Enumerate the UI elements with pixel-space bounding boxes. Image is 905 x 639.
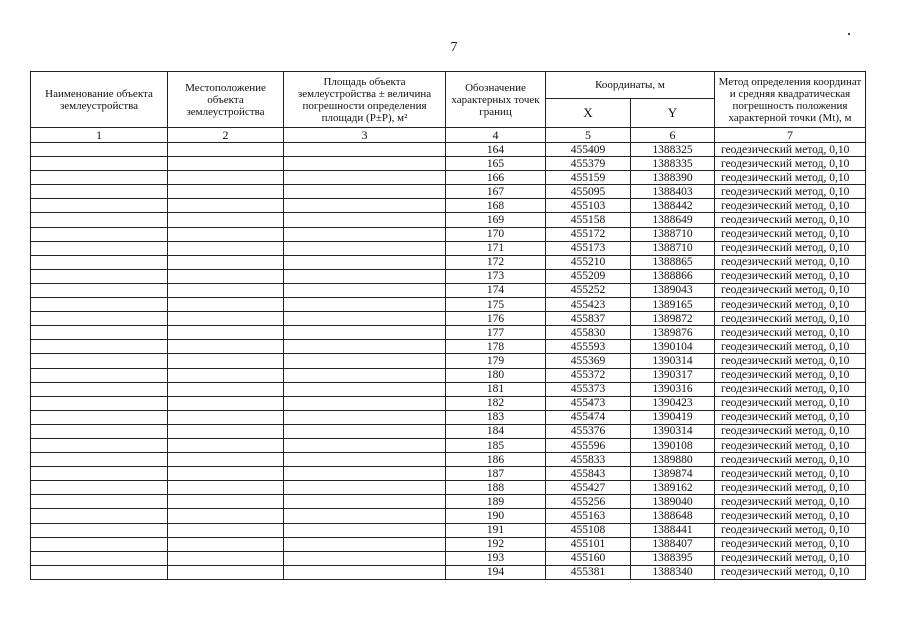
method-cell: геодезический метод, 0,10: [715, 565, 866, 579]
y-cell: 1388407: [631, 537, 715, 551]
location-cell: [168, 227, 284, 241]
x-cell: 455252: [546, 283, 631, 297]
table-row: [31, 171, 866, 185]
table-row: [31, 453, 866, 467]
method-cell: геодезический метод, 0,10: [715, 199, 866, 213]
point-cell: 190: [446, 509, 546, 523]
x-cell: 455108: [546, 523, 631, 537]
name-cell: [31, 298, 168, 312]
table-row: [31, 255, 866, 269]
table-row: [31, 326, 866, 340]
method-cell: геодезический метод, 0,10: [715, 410, 866, 424]
location-cell: [168, 565, 284, 579]
table-body: [31, 143, 866, 580]
y-cell: 1388648: [631, 509, 715, 523]
area-cell: [284, 312, 446, 326]
table-row: [31, 157, 866, 171]
header-x: X: [546, 99, 631, 128]
location-cell: [168, 354, 284, 368]
table-row: [31, 269, 866, 283]
area-cell: [284, 143, 446, 157]
location-cell: [168, 410, 284, 424]
name-cell: [31, 509, 168, 523]
table-row: [31, 410, 866, 424]
y-cell: 1388866: [631, 269, 715, 283]
area-cell: [284, 241, 446, 255]
method-cell: геодезический метод, 0,10: [715, 227, 866, 241]
point-cell: 186: [446, 453, 546, 467]
area-cell: [284, 354, 446, 368]
location-cell: [168, 241, 284, 255]
method-cell: геодезический метод, 0,10: [715, 453, 866, 467]
area-cell: [284, 438, 446, 452]
area-cell: [284, 185, 446, 199]
location-cell: [168, 438, 284, 452]
table-row: [31, 227, 866, 241]
y-cell: 1388442: [631, 199, 715, 213]
y-cell: 1389165: [631, 298, 715, 312]
header-name: Наименование объекта землеустройства: [31, 72, 168, 128]
point-cell: 188: [446, 481, 546, 495]
x-cell: 455173: [546, 241, 631, 255]
name-cell: [31, 565, 168, 579]
name-cell: [31, 424, 168, 438]
x-cell: 455210: [546, 255, 631, 269]
location-cell: [168, 157, 284, 171]
column-number: 4: [446, 128, 546, 143]
method-cell: геодезический метод, 0,10: [715, 382, 866, 396]
method-cell: геодезический метод, 0,10: [715, 551, 866, 565]
method-cell: геодезический метод, 0,10: [715, 143, 866, 157]
x-cell: 455427: [546, 481, 631, 495]
column-number: 2: [168, 128, 284, 143]
method-cell: геодезический метод, 0,10: [715, 467, 866, 481]
y-cell: 1388710: [631, 227, 715, 241]
x-cell: 455209: [546, 269, 631, 283]
column-number: 6: [631, 128, 715, 143]
column-number-row: [31, 128, 866, 143]
y-cell: 1390419: [631, 410, 715, 424]
y-cell: 1388390: [631, 171, 715, 185]
location-cell: [168, 537, 284, 551]
name-cell: [31, 283, 168, 297]
method-cell: геодезический метод, 0,10: [715, 396, 866, 410]
header-area: Площадь объекта землеустройства ± величина погрешности определения площади (Р±P), м²: [284, 72, 446, 128]
table-row: [31, 354, 866, 368]
point-cell: 166: [446, 171, 546, 185]
x-cell: 455379: [546, 157, 631, 171]
name-cell: [31, 481, 168, 495]
column-number: 1: [31, 128, 168, 143]
location-cell: [168, 283, 284, 297]
x-cell: 455833: [546, 453, 631, 467]
method-cell: геодезический метод, 0,10: [715, 537, 866, 551]
y-cell: 1389162: [631, 481, 715, 495]
method-cell: геодезический метод, 0,10: [715, 171, 866, 185]
header-method: Метод определения координат и средняя квадратическая погрешность положения характерной точки (Mt), м: [715, 72, 866, 128]
location-cell: [168, 424, 284, 438]
method-cell: геодезический метод, 0,10: [715, 298, 866, 312]
method-cell: геодезический метод, 0,10: [715, 312, 866, 326]
y-cell: 1389874: [631, 467, 715, 481]
column-number: 7: [715, 128, 866, 143]
location-cell: [168, 298, 284, 312]
method-cell: геодезический метод, 0,10: [715, 157, 866, 171]
x-cell: 455474: [546, 410, 631, 424]
area-cell: [284, 537, 446, 551]
name-cell: [31, 368, 168, 382]
y-cell: 1388395: [631, 551, 715, 565]
table-row: [31, 396, 866, 410]
point-cell: 174: [446, 283, 546, 297]
area-cell: [284, 453, 446, 467]
table-row: [31, 185, 866, 199]
x-cell: 455373: [546, 382, 631, 396]
name-cell: [31, 213, 168, 227]
area-cell: [284, 551, 446, 565]
name-cell: [31, 143, 168, 157]
point-cell: 194: [446, 565, 546, 579]
y-cell: 1389043: [631, 283, 715, 297]
location-cell: [168, 269, 284, 283]
coordinates-table: [30, 71, 866, 580]
name-cell: [31, 157, 168, 171]
x-cell: 455381: [546, 565, 631, 579]
name-cell: [31, 467, 168, 481]
point-cell: 173: [446, 269, 546, 283]
header-y: Y: [631, 99, 715, 128]
name-cell: [31, 241, 168, 255]
x-cell: 455843: [546, 467, 631, 481]
point-cell: 164: [446, 143, 546, 157]
method-cell: геодезический метод, 0,10: [715, 213, 866, 227]
point-cell: 175: [446, 298, 546, 312]
location-cell: [168, 509, 284, 523]
method-cell: геодезический метод, 0,10: [715, 368, 866, 382]
point-cell: 185: [446, 438, 546, 452]
name-cell: [31, 269, 168, 283]
name-cell: [31, 523, 168, 537]
location-cell: [168, 368, 284, 382]
y-cell: 1388865: [631, 255, 715, 269]
point-cell: 181: [446, 382, 546, 396]
y-cell: 1388335: [631, 157, 715, 171]
table-row: [31, 241, 866, 255]
table-row: [31, 509, 866, 523]
point-cell: 193: [446, 551, 546, 565]
area-cell: [284, 509, 446, 523]
point-cell: 172: [446, 255, 546, 269]
name-cell: [31, 495, 168, 509]
point-cell: 176: [446, 312, 546, 326]
y-cell: 1389876: [631, 326, 715, 340]
x-cell: 455159: [546, 171, 631, 185]
table-row: [31, 537, 866, 551]
point-cell: 168: [446, 199, 546, 213]
y-cell: 1390314: [631, 354, 715, 368]
location-cell: [168, 199, 284, 213]
x-cell: 455163: [546, 509, 631, 523]
point-cell: 179: [446, 354, 546, 368]
location-cell: [168, 185, 284, 199]
area-cell: [284, 283, 446, 297]
point-cell: 187: [446, 467, 546, 481]
x-cell: 455830: [546, 326, 631, 340]
y-cell: 1389040: [631, 495, 715, 509]
area-cell: [284, 565, 446, 579]
point-cell: 183: [446, 410, 546, 424]
y-cell: 1390314: [631, 424, 715, 438]
x-cell: 455596: [546, 438, 631, 452]
name-cell: [31, 354, 168, 368]
location-cell: [168, 213, 284, 227]
point-cell: 191: [446, 523, 546, 537]
y-cell: 1389872: [631, 312, 715, 326]
x-cell: 455160: [546, 551, 631, 565]
table-row: [31, 523, 866, 537]
x-cell: 455256: [546, 495, 631, 509]
table-row: [31, 213, 866, 227]
x-cell: 455837: [546, 312, 631, 326]
name-cell: [31, 537, 168, 551]
method-cell: геодезический метод, 0,10: [715, 438, 866, 452]
location-cell: [168, 143, 284, 157]
area-cell: [284, 495, 446, 509]
location-cell: [168, 523, 284, 537]
area-cell: [284, 481, 446, 495]
area-cell: [284, 467, 446, 481]
point-cell: 182: [446, 396, 546, 410]
location-cell: [168, 495, 284, 509]
table-row: [31, 143, 866, 157]
x-cell: 455101: [546, 537, 631, 551]
table-row: [31, 424, 866, 438]
page-number: 7: [450, 40, 458, 55]
location-cell: [168, 255, 284, 269]
table-row: [31, 467, 866, 481]
method-cell: геодезический метод, 0,10: [715, 424, 866, 438]
area-cell: [284, 396, 446, 410]
x-cell: 455423: [546, 298, 631, 312]
name-cell: [31, 326, 168, 340]
table-row: [31, 340, 866, 354]
x-cell: 455172: [546, 227, 631, 241]
x-cell: 455103: [546, 199, 631, 213]
y-cell: 1390423: [631, 396, 715, 410]
method-cell: геодезический метод, 0,10: [715, 185, 866, 199]
area-cell: [284, 326, 446, 340]
point-cell: 189: [446, 495, 546, 509]
header-point: Обозначение характерных точек границ: [446, 72, 546, 128]
y-cell: 1390316: [631, 382, 715, 396]
method-cell: геодезический метод, 0,10: [715, 255, 866, 269]
method-cell: геодезический метод, 0,10: [715, 326, 866, 340]
table-row: [31, 481, 866, 495]
area-cell: [284, 368, 446, 382]
location-cell: [168, 481, 284, 495]
area-cell: [284, 157, 446, 171]
location-cell: [168, 382, 284, 396]
table-row: [31, 199, 866, 213]
method-cell: геодезический метод, 0,10: [715, 523, 866, 537]
name-cell: [31, 410, 168, 424]
location-cell: [168, 396, 284, 410]
method-cell: геодезический метод, 0,10: [715, 354, 866, 368]
table-row: [31, 495, 866, 509]
column-number: 3: [284, 128, 446, 143]
location-cell: [168, 326, 284, 340]
y-cell: 1388340: [631, 565, 715, 579]
name-cell: [31, 227, 168, 241]
table-row: [31, 438, 866, 452]
area-cell: [284, 199, 446, 213]
area-cell: [284, 213, 446, 227]
y-cell: 1388403: [631, 185, 715, 199]
area-cell: [284, 523, 446, 537]
method-cell: геодезический метод, 0,10: [715, 340, 866, 354]
location-cell: [168, 312, 284, 326]
table-row: [31, 368, 866, 382]
x-cell: 455376: [546, 424, 631, 438]
name-cell: [31, 199, 168, 213]
method-cell: геодезический метод, 0,10: [715, 269, 866, 283]
name-cell: [31, 340, 168, 354]
area-cell: [284, 227, 446, 241]
x-cell: 455372: [546, 368, 631, 382]
y-cell: 1388325: [631, 143, 715, 157]
scan-speck: [848, 33, 850, 35]
table-row: [31, 551, 866, 565]
x-cell: 455473: [546, 396, 631, 410]
table-row: [31, 312, 866, 326]
name-cell: [31, 382, 168, 396]
x-cell: 455158: [546, 213, 631, 227]
name-cell: [31, 255, 168, 269]
point-cell: 178: [446, 340, 546, 354]
point-cell: 171: [446, 241, 546, 255]
table-row: [31, 283, 866, 297]
point-cell: 167: [446, 185, 546, 199]
column-number: 5: [546, 128, 631, 143]
y-cell: 1390317: [631, 368, 715, 382]
method-cell: геодезический метод, 0,10: [715, 509, 866, 523]
name-cell: [31, 312, 168, 326]
name-cell: [31, 453, 168, 467]
point-cell: 192: [446, 537, 546, 551]
name-cell: [31, 438, 168, 452]
area-cell: [284, 424, 446, 438]
method-cell: геодезический метод, 0,10: [715, 283, 866, 297]
location-cell: [168, 340, 284, 354]
y-cell: 1389880: [631, 453, 715, 467]
header-coords: Координаты, м: [546, 72, 715, 99]
y-cell: 1390108: [631, 438, 715, 452]
area-cell: [284, 171, 446, 185]
y-cell: 1388649: [631, 213, 715, 227]
area-cell: [284, 298, 446, 312]
area-cell: [284, 269, 446, 283]
x-cell: 455095: [546, 185, 631, 199]
x-cell: 455593: [546, 340, 631, 354]
location-cell: [168, 551, 284, 565]
x-cell: 455369: [546, 354, 631, 368]
location-cell: [168, 171, 284, 185]
area-cell: [284, 382, 446, 396]
name-cell: [31, 171, 168, 185]
y-cell: 1390104: [631, 340, 715, 354]
table-row: [31, 298, 866, 312]
table-row: [31, 382, 866, 396]
point-cell: 165: [446, 157, 546, 171]
method-cell: геодезический метод, 0,10: [715, 481, 866, 495]
point-cell: 170: [446, 227, 546, 241]
point-cell: 184: [446, 424, 546, 438]
y-cell: 1388710: [631, 241, 715, 255]
name-cell: [31, 551, 168, 565]
point-cell: 177: [446, 326, 546, 340]
area-cell: [284, 255, 446, 269]
location-cell: [168, 467, 284, 481]
method-cell: геодезический метод, 0,10: [715, 495, 866, 509]
method-cell: геодезический метод, 0,10: [715, 241, 866, 255]
name-cell: [31, 396, 168, 410]
name-cell: [31, 185, 168, 199]
point-cell: 169: [446, 213, 546, 227]
area-cell: [284, 410, 446, 424]
table-row: [31, 565, 866, 579]
x-cell: 455409: [546, 143, 631, 157]
y-cell: 1388441: [631, 523, 715, 537]
point-cell: 180: [446, 368, 546, 382]
header-location: Местоположение объекта землеустройства: [168, 72, 284, 128]
area-cell: [284, 340, 446, 354]
location-cell: [168, 453, 284, 467]
